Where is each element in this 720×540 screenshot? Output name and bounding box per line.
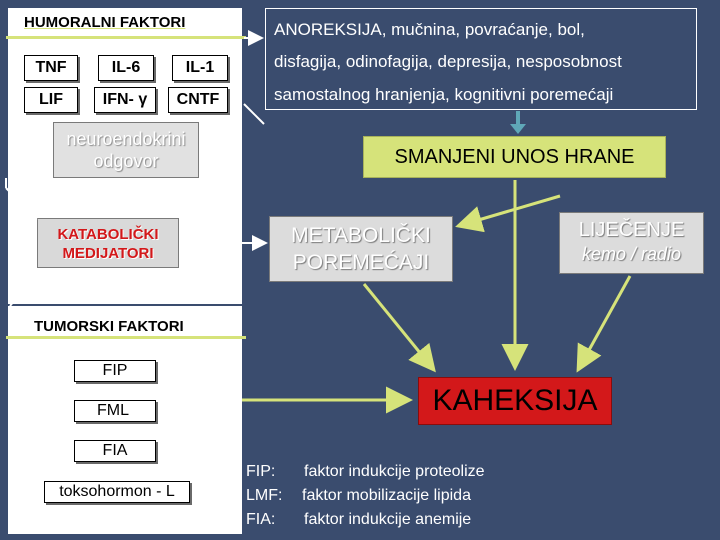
treatment-box [559, 212, 704, 274]
anorexia-line3: samostalnog hranjenja, kognitivni poremećaji [274, 85, 614, 104]
neuroendocrine-line1: neuroendokrini [66, 129, 186, 149]
arrow-anorexia-to-intake-head [510, 124, 526, 134]
catabolic-mediators-box [37, 218, 179, 268]
metabolic-line1: METABOLIČKI [291, 224, 431, 247]
legend-text: faktor indukcije anemije [304, 511, 472, 528]
catabolic-line1: KATABOLIČKI [57, 226, 159, 243]
legend-abbr: FIP: [246, 463, 276, 480]
arrow-treatment-to-cachexia [578, 276, 630, 370]
catabolic-line2: MEDIJATORI [62, 245, 154, 262]
reduced-intake-box: SMANJENI UNOS HRANE [363, 136, 666, 178]
tag-toxohormone: toksohormon - L [44, 481, 190, 503]
humoral-title: HUMORALNI FAKTORI [24, 14, 186, 31]
tag-ifn-gamma: IFN- γ [94, 87, 156, 113]
neuroendocrine-box [53, 122, 199, 178]
legend-text: faktor indukcije proteolize [304, 463, 485, 480]
tag-fia: FIA [74, 440, 156, 462]
tumor-title-underline [6, 336, 246, 339]
tag-tnf: TNF [24, 55, 78, 81]
legend-abbr: FIA: [246, 511, 276, 528]
humoral-title-underline [6, 36, 246, 39]
treatment-line1: LIJEČENJE [578, 219, 685, 241]
tumor-title: TUMORSKI FAKTORI [34, 318, 184, 335]
tag-fml: FML [74, 400, 156, 422]
treatment-line2: kemo / radio [581, 244, 682, 264]
metabolic-line2: POREMEĆAJI [292, 251, 430, 274]
cachexia-box: KAHEKSIJA [418, 377, 612, 425]
legend-text: faktor mobilizacije lipida [302, 487, 471, 504]
metabolic-disorders-box [269, 216, 453, 282]
arrow-treatment-to-metabolic [458, 196, 560, 226]
tag-il1: IL-1 [172, 55, 228, 81]
tag-cntf: CNTF [168, 87, 228, 113]
legend-row-fia [246, 508, 485, 532]
tag-lif: LIF [24, 87, 78, 113]
tag-fip: FIP [74, 360, 156, 382]
arrow-metabolic-to-cachexia [364, 284, 434, 370]
anorexia-line2: disfagija, odinofagija, depresija, nesposobnost [274, 52, 622, 71]
anorexia-line1: ANOREKSIJA, mučnina, povraćanje, bol, [274, 20, 585, 39]
legend-row-fip [246, 460, 485, 484]
arrow-humoral-to-metabolic [244, 104, 264, 124]
legend [246, 460, 485, 532]
tag-il6: IL-6 [98, 55, 154, 81]
neuroendocrine-line2: odgovor [93, 151, 159, 171]
legend-row-lmf [246, 484, 485, 508]
legend-abbr: LMF: [246, 487, 283, 504]
